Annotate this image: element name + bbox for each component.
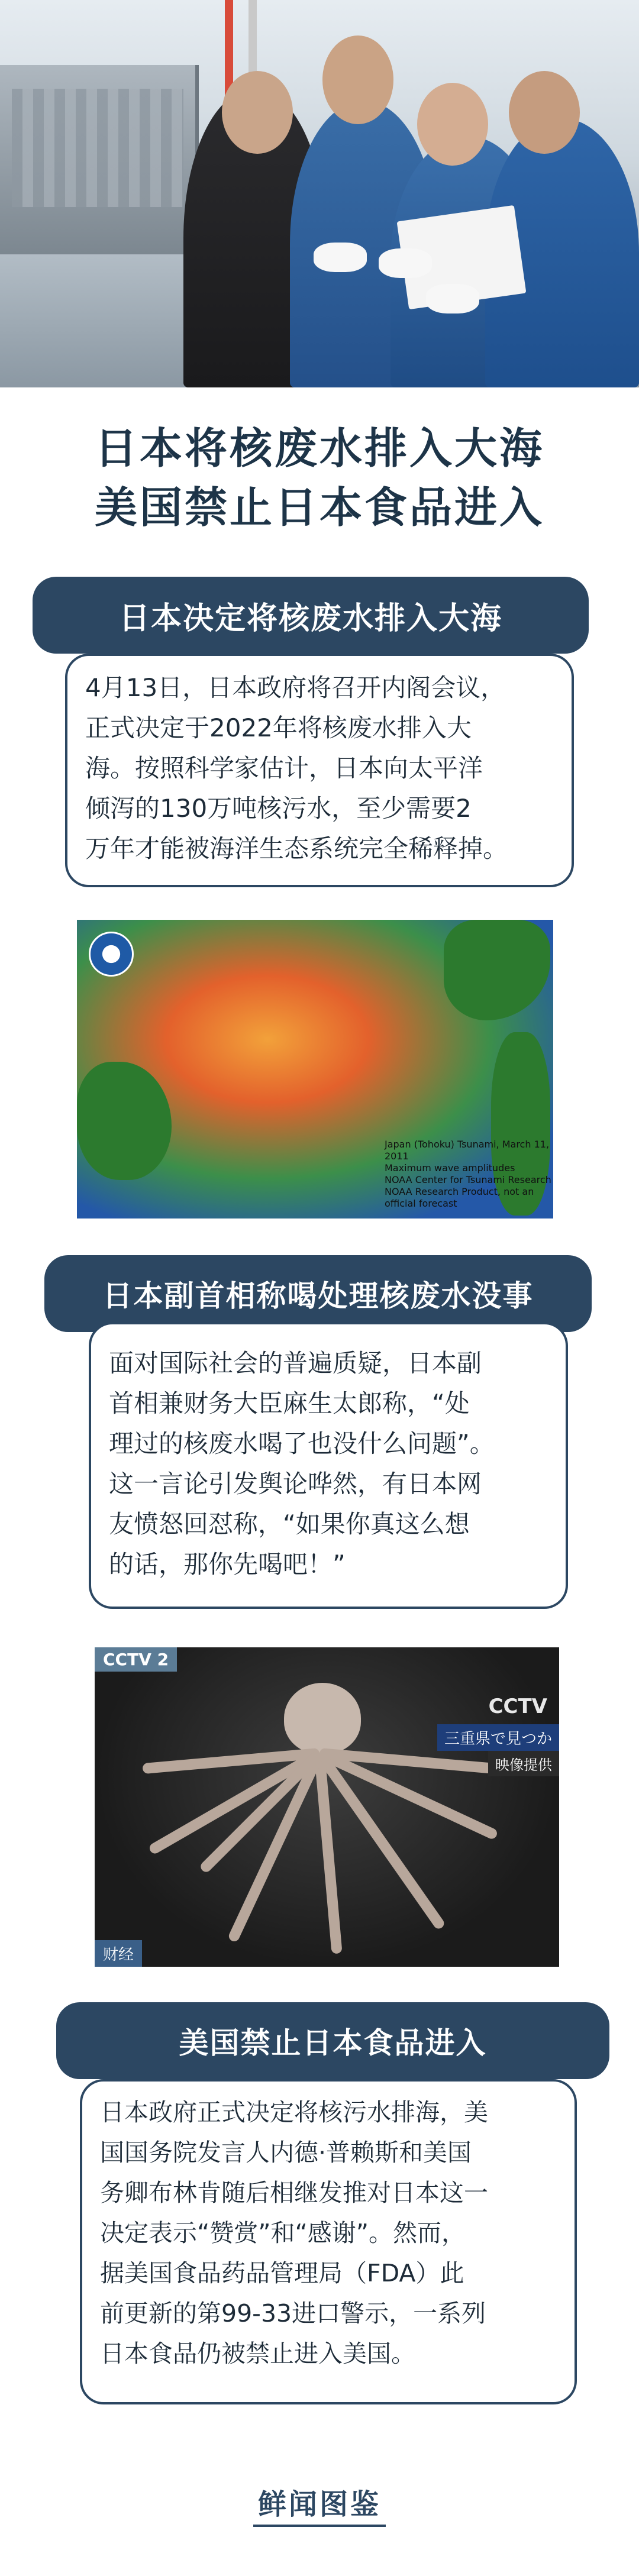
paragraph-line: 国国务院发言人内德·普赖斯和美国	[100, 2138, 472, 2167]
glove-shape	[379, 248, 432, 278]
land-shape	[77, 1062, 172, 1180]
section-text-box-3	[80, 2079, 577, 2404]
tv-channel-logo: CCTV 2	[95, 1647, 177, 1672]
section-text-box-1	[65, 654, 574, 887]
section-banner-1	[33, 577, 589, 654]
paragraph-line: 这一言论引发舆论哗然，有日本网	[109, 1469, 482, 1498]
paragraph-line: 理过的核废水喝了也没什么问题”。	[109, 1429, 495, 1458]
paragraph-line: 的话，那你先喝吧！”	[109, 1550, 346, 1579]
caption-line: Maximum wave amplitudes	[385, 1162, 515, 1174]
headline-line-1: 日本将核废水排入大海	[94, 424, 544, 473]
tsunami-map-image	[77, 920, 553, 1218]
glove-shape	[426, 284, 479, 313]
glove-shape	[314, 243, 367, 272]
building-shape	[0, 65, 199, 254]
brand-logo-text: 鲜闻图鉴	[253, 2488, 386, 2527]
paragraph-line: 决定表示“赞赏”和“感谢”。然而，	[100, 2219, 466, 2247]
tv-watermark-logo: CCTV	[488, 1695, 547, 1718]
paragraph-line: 倾泻的130万吨核污水，至少需要2	[85, 794, 472, 823]
caption-line: Japan (Tohoku) Tsunami, March 11, 2011	[385, 1139, 550, 1162]
section-title-3: 美国禁止日本食品进入	[179, 2026, 487, 2060]
section-text-box-2	[89, 1322, 568, 1609]
person-head	[417, 83, 488, 166]
hero-photo	[0, 0, 639, 387]
tv-caption-band: 映像提供	[488, 1751, 559, 1776]
paragraph-line: 据美国食品药品管理局（FDA）此	[100, 2259, 464, 2287]
person-head	[222, 71, 293, 154]
land-shape	[444, 920, 550, 1020]
octopus-tv-image	[95, 1647, 559, 1967]
paragraph-line: 面对国际社会的普遍质疑，日本副	[109, 1349, 482, 1378]
section-banner-2	[44, 1255, 592, 1332]
paragraph-line: 前更新的第99-33进口警示，一系列	[100, 2299, 486, 2328]
headline-line-2: 美国禁止日本食品进入	[94, 483, 544, 532]
paragraph-line: 日本食品仍被禁止进入美国。	[100, 2339, 415, 2368]
section-title-1: 日本决定将核废水排入大海	[118, 600, 502, 636]
octopus-head-shape	[284, 1683, 361, 1754]
paragraph-line: 万年才能被海洋生态系统完全稀释掉。	[85, 834, 508, 863]
map-caption	[385, 1139, 553, 1210]
paragraph-line: 日本政府正式决定将核污水排海，美	[100, 2098, 488, 2126]
person-head	[509, 71, 580, 154]
paragraph-line: 正式决定于2022年将核废水排入大	[85, 713, 472, 742]
caption-line: NOAA Center for Tsunami Research	[385, 1174, 551, 1185]
section-banner-3	[56, 2002, 609, 2079]
paragraph-line: 务卿布林肯随后相继发推对日本这一	[100, 2179, 488, 2207]
noaa-logo-icon	[89, 932, 134, 977]
paragraph-line: 友愤怒回怼称，“如果你真这么想	[109, 1510, 470, 1539]
tv-corner-label: 财经	[95, 1940, 142, 1967]
paragraph-line: 首相兼财务大臣麻生太郎称，“处	[109, 1389, 470, 1418]
tv-caption-band: 三重県で見つか	[437, 1724, 559, 1751]
footer-brand	[0, 2481, 639, 2522]
paragraph-line: 海。按照科学家估计，日本向太平洋	[85, 754, 483, 783]
person-head	[322, 35, 393, 124]
paragraph-line: 4月13日，日本政府将召开内阁会议，	[85, 673, 506, 702]
section-title-2: 日本副首相称喝处理核废水没事	[102, 1279, 534, 1313]
caption-line: NOAA Research Product, not an official forecast	[385, 1186, 534, 1209]
